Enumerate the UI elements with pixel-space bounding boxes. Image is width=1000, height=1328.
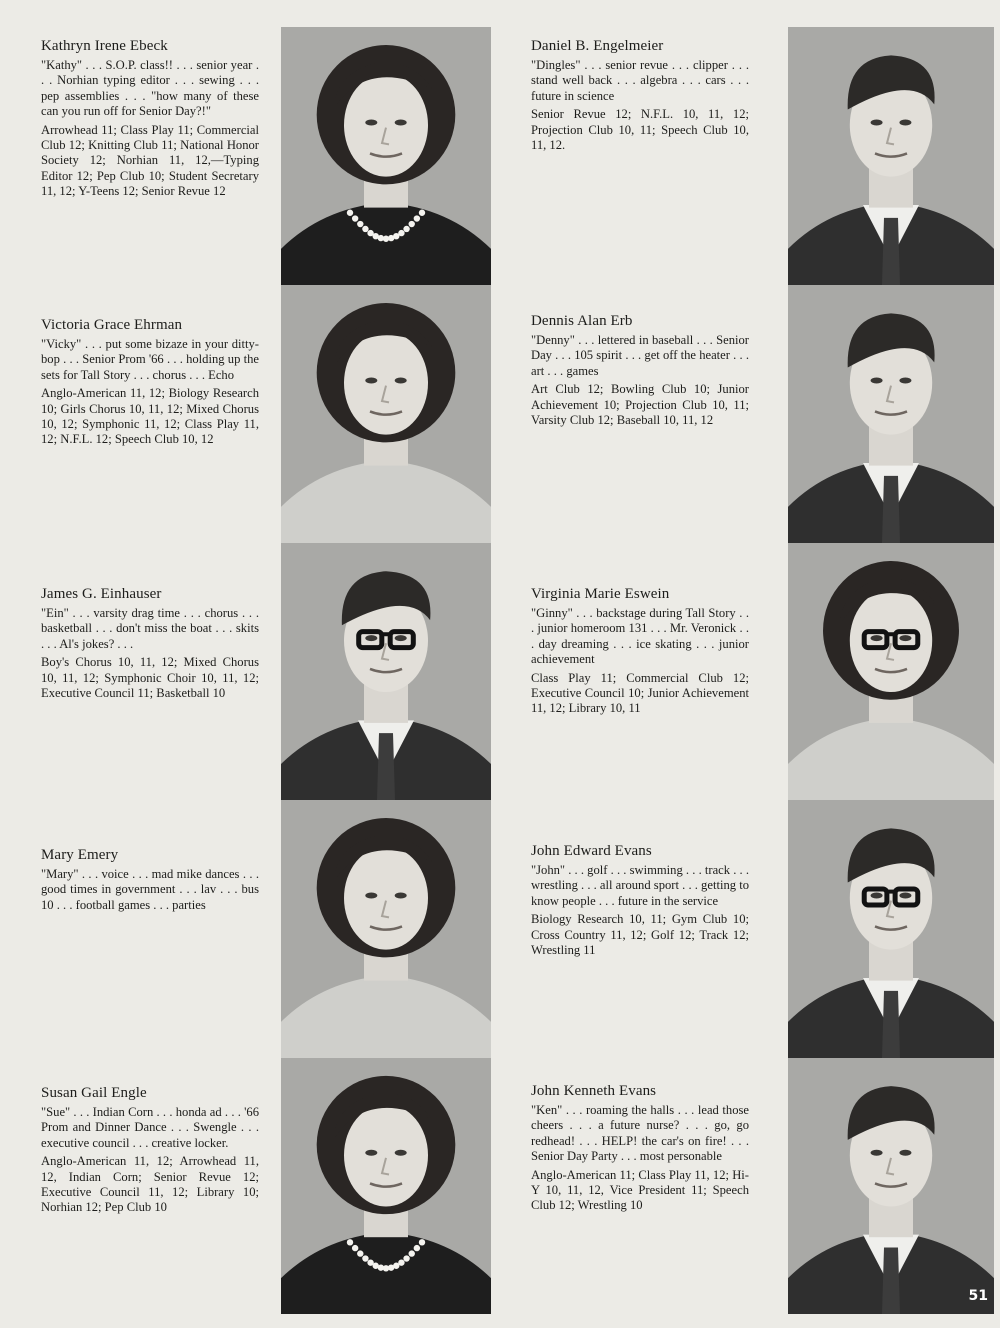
student-bio	[531, 37, 749, 153]
student-activities: Boy's Chorus 10, 11, 12; Mixed Chorus 10, 11, 12; Symphonic Choir 10, 11, 12; Executive Council 11; Basketball 10	[41, 655, 259, 701]
student-bio	[531, 842, 749, 958]
male-portrait-with-glasses-photo	[281, 543, 491, 800]
male-portrait-with-glasses-photo	[788, 800, 994, 1058]
student-name: Virginia Marie Eswein	[531, 586, 670, 602]
female-portrait-with-pearl-necklace-photo	[281, 1058, 491, 1314]
student-name: Daniel B. Engelmeier	[531, 38, 664, 54]
student-name: Dennis Alan Erb	[531, 313, 633, 329]
student-activities: Arrowhead 11; Class Play 11; Commercial Club 12; Knitting Club 11; National Honor Society 12; Norhian 11, 12,—Typing Editor 12; Pep Club 10; Student Secretary 11, 12; Y-Teens 12; Senior Revue 12	[41, 122, 259, 199]
student-quote: "Kathy" . . . S.O.P. class!! . . . senior year . . . Norhian typing editor . . . sewing . . . pep assemblies . . . "how many of these can you run off for Senior Day?!"	[41, 58, 259, 119]
student-activities: Biology Research 10, 11; Gym Club 10; Cross Country 11, 12; Golf 12; Track 12; Wrestling 11	[531, 912, 749, 958]
female-portrait-photo	[281, 285, 491, 543]
student-activities: Senior Revue 12; N.F.L. 10, 11, 12; Projection Club 10, 11; Speech Club 10, 11, 12.	[531, 107, 749, 153]
student-name: Kathryn Irene Ebeck	[41, 38, 168, 54]
student-bio	[41, 846, 259, 913]
student-quote: "Ken" . . . roaming the halls . . . lead those cheers . . . a future nurse? . . . go, go redhead! . . . HELP! the car's on fire! . . . Senior Day Party . . . most personable	[531, 1103, 749, 1164]
female-portrait-with-glasses-photo	[788, 543, 994, 800]
student-name: Victoria Grace Ehrman	[41, 317, 183, 333]
student-activities: Class Play 11; Commercial Club 12; Executive Council 10; Junior Achievement 11, 12; Library 10, 11	[531, 670, 749, 716]
page-number: 51	[968, 1288, 988, 1304]
student-name: John Edward Evans	[531, 843, 652, 859]
student-quote: "Ginny" . . . backstage during Tall Story . . . junior homeroom 131 . . . Mr. Veronick . . . day dreaming . . . ice skating . . . junior achievement	[531, 606, 749, 667]
student-activities: Anglo-American 11, 12; Biology Research 10; Girls Chorus 10, 11, 12; Mixed Chorus 10, 12; Symphonic 11, 12; Class Play 11, 12; N.F.L. 12; Speech Club 10, 12	[41, 386, 259, 447]
student-quote: "Ein" . . . varsity drag time . . . chorus . . . basketball . . . don't miss the boat . . . skits . . . Al's jokes? . . .	[41, 606, 259, 651]
student-activities: Anglo-American 11; Class Play 11, 12; Hi-Y 10, 11, 12, Vice President 11; Speech Club 12; Wrestling 10	[531, 1167, 749, 1213]
male-portrait-photo	[788, 27, 994, 285]
student-bio	[41, 1084, 259, 1216]
student-quote: "Vicky" . . . put some bizaze in your ditty-bop . . . Senior Prom '66 . . . holding up the sets for Tall Story . . . chorus . . . Echo	[41, 337, 259, 382]
student-quote: "Denny" . . . lettered in baseball . . . Senior Day . . . 105 spirit . . . get off the heater . . . art . . . games	[531, 333, 749, 378]
student-name: John Kenneth Evans	[531, 1083, 657, 1099]
male-portrait-photo	[788, 1058, 994, 1314]
student-activities: Art Club 12; Bowling Club 10; Junior Achievement 10; Projection Club 10, 11; Varsity Club 12; Baseball 10, 11, 12	[531, 382, 749, 428]
student-bio	[41, 585, 259, 701]
student-name: Mary Emery	[41, 847, 119, 863]
student-quote: "John" . . . golf . . . swimming . . . track . . . wrestling . . . all around sport . . . getting to know people . . . future in the service	[531, 863, 749, 908]
student-quote: "Dingles" . . . senior revue . . . clipper . . . stand well back . . . algebra . . . cars . . . future in science	[531, 58, 749, 103]
female-portrait-with-pearl-necklace-photo	[281, 27, 491, 285]
student-bio	[41, 37, 259, 200]
student-name: Susan Gail Engle	[41, 1085, 147, 1101]
student-quote: "Mary" . . . voice . . . mad mike dances . . . good times in government . . . lav . . . bus 10 . . . football games . . . parties	[41, 867, 259, 912]
female-portrait-photo	[281, 800, 491, 1058]
male-portrait-photo	[788, 285, 994, 543]
student-quote: "Sue" . . . Indian Corn . . . honda ad . . . '66 Prom and Dinner Dance . . . Swengle . . . executive council . . . creative locker.	[41, 1105, 259, 1150]
student-bio	[41, 316, 259, 448]
student-name: James G. Einhauser	[41, 586, 162, 602]
student-bio	[531, 312, 749, 428]
student-bio	[531, 585, 749, 717]
student-activities: Anglo-American 11, 12; Arrowhead 11, 12, Indian Corn; Senior Revue 12; Executive Council 11, 12; Library 10; Norhian 12; Pep Club 10	[41, 1154, 259, 1215]
student-bio	[531, 1082, 749, 1214]
